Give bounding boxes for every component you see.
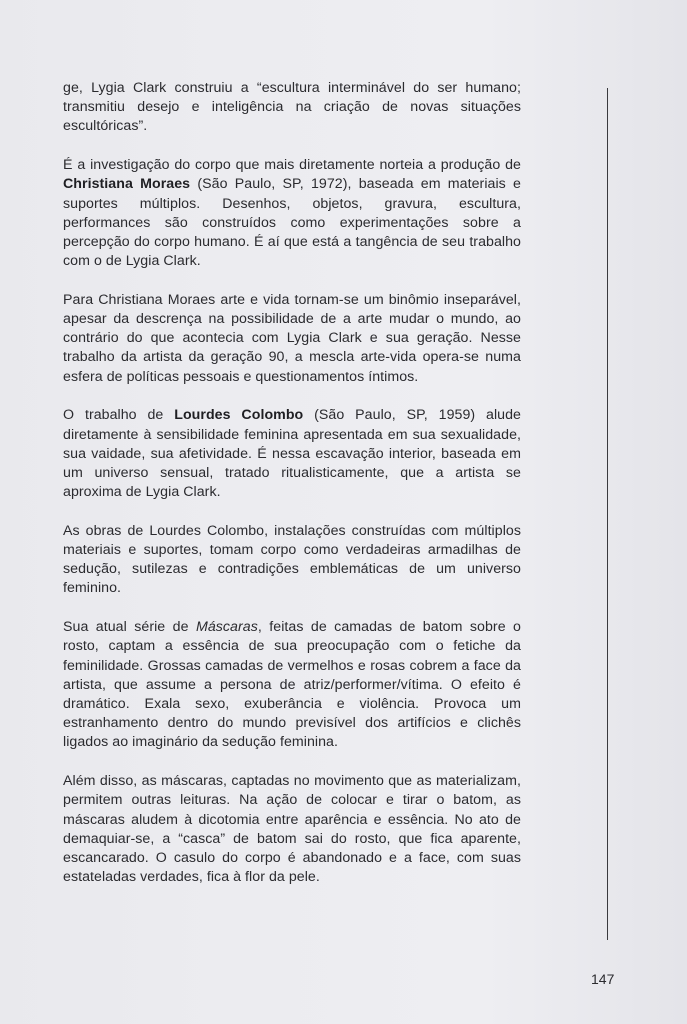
paragraph-1-text: ge, Lygia Clark construiu a “escultura interminável do ser humano; transmitiu desejo e inteligência na criação de novas situações escultóricas”.	[63, 80, 521, 135]
paragraph-2-text-b: (São Paulo, SP, 1972), baseada em materiais e suportes múltiplos. Desenhos, objetos, gravura, escultura, performances são construídos como experimentações sobre a percepção do corpo humano. É aí que está a tangência de seu trabalho com o de Lygia Clark.	[63, 176, 521, 270]
artist-name-lourdes-colombo: Lourdes Colombo	[174, 407, 304, 424]
paragraph-6-text-a: Sua atual série de	[63, 619, 196, 636]
paragraph-7-text: Além disso, as máscaras, captadas no movimento que as materializam, permitem outras leituras. Na ação de colocar e tirar o batom, as máscaras aludem à dicotomia entre aparência e essência. No ato de demaquiar-se, a “casca” de batom sai do rosto, que fica aparente, escancarado. O casulo do corpo é abandonado e a face, com suas estateladas verdades, fica à flor da pele.	[63, 773, 521, 886]
paragraph-3	[63, 291, 521, 387]
paragraph-4-text-a: O trabalho de	[63, 407, 175, 424]
paragraph-3-text: Para Christiana Moraes arte e vida tornam-se um binômio inseparável, apesar da descrença na possibilidade de a arte mudar o mundo, ao contrário do que acontecia com Lygia Clark e sua geração. Nesse trabalho da artista da geração 90, a mescla arte-vida opera-se numa esfera de políticas pessoais e questionamentos íntimos.	[63, 291, 521, 385]
paragraph-6-text-b: , feitas de camadas de batom sobre o rosto, captam a essência de sua preocupação com o fetiche da feminilidade. Grossas camadas de vermelhos e rosas cobrem a face da artista, que assume a persona de atriz/performer/vítima. O efeito é dramático. Exala sexo, exuberância e violência. Provoca um estranhamento dentro do mundo previsível dos artifícios e clichês ligados ao imaginário da sedução feminina.	[63, 619, 521, 751]
series-title-mascaras: Máscaras	[195, 619, 258, 636]
paragraph-1	[63, 79, 521, 137]
artist-name-christiana-moraes: Christiana Moraes	[63, 176, 191, 193]
paragraph-7	[63, 772, 521, 887]
paragraph-6	[63, 618, 521, 752]
paragraph-4-text-b: (São Paulo, SP, 1959) alude diretamente à sensibilidade feminina apresentada em sua sexualidade, sua vaidade, sua afetividade. É nessa escavação interior, baseada em um universo sensual, tratado ritualisticamente, que a artista se aproxima de Lygia Clark.	[63, 407, 521, 501]
text-column	[63, 79, 521, 907]
page-number: 147	[591, 971, 615, 987]
paragraph-2	[63, 156, 521, 271]
paragraph-4	[63, 406, 521, 502]
vertical-rule	[607, 88, 608, 940]
paragraph-2-text-a: É a investigação do corpo que mais diretamente norteia a produção de	[63, 157, 521, 174]
paragraph-5	[63, 522, 521, 599]
paragraph-5-text: As obras de Lourdes Colombo, instalações construídas com múltiplos materiais e suportes, tomam corpo como verdadeiras armadilhas de sedução, sutilezas e contradições emblemáticas de um universo feminino.	[63, 522, 521, 597]
